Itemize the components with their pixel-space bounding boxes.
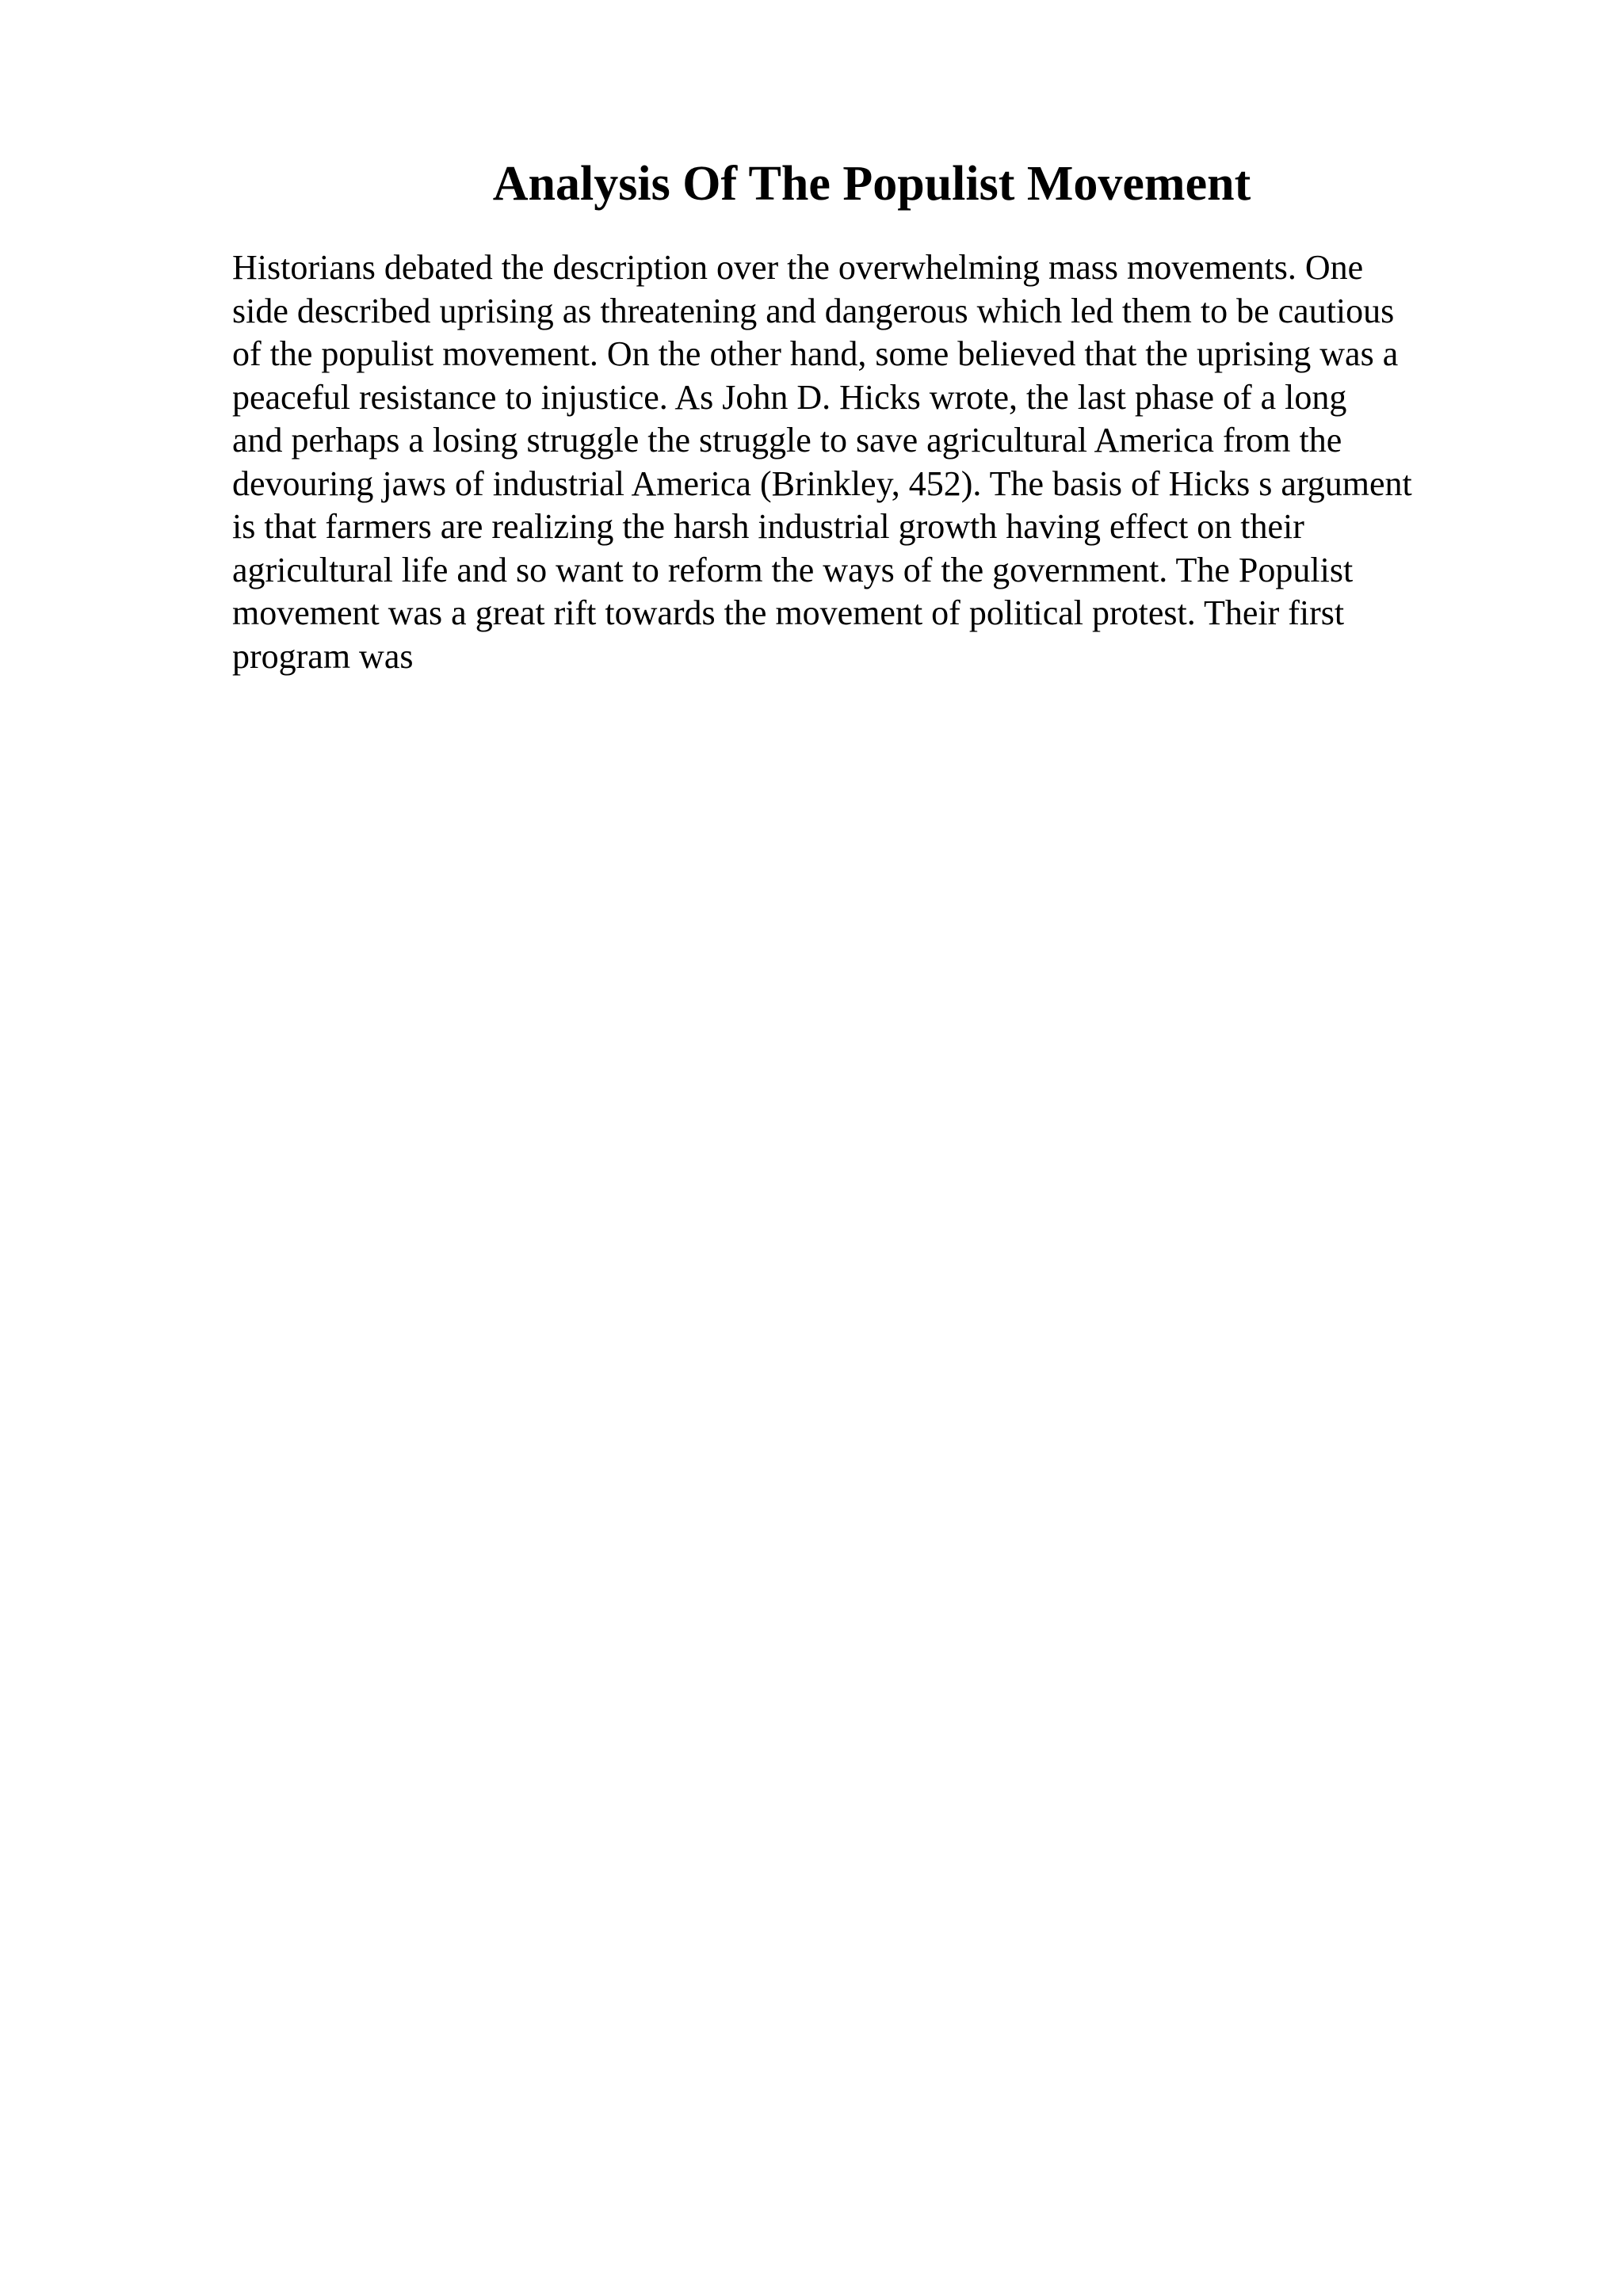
paragraph-line: of the populist movement. On the other hand, some believed that the uprising was a xyxy=(232,334,1399,373)
document-title: Analysis Of The Populist Movement xyxy=(492,157,1251,211)
paragraph-line: movement was a great rift towards the movement of political protest. Their first xyxy=(232,593,1345,632)
paragraph-line: is that farmers are realizing the harsh industrial growth having effect on their xyxy=(232,507,1304,546)
paragraph-line: devouring jaws of industrial America (Brinkley, 452). The basis of Hicks s argument xyxy=(232,463,1412,503)
paragraph-line: agricultural life and so want to reform the ways of the government. The Populist xyxy=(232,550,1354,589)
paragraph-line: Historians debated the description over the overwhelming mass movements. One xyxy=(232,248,1364,287)
paragraph-line: side described uprising as threatening and dangerous which led them to be cautious xyxy=(232,291,1395,330)
paragraph-line: program was xyxy=(232,636,414,676)
paragraph-line: and perhaps a losing struggle the struggle to save agricultural America from the xyxy=(232,421,1342,460)
body-paragraph xyxy=(232,246,1516,678)
paragraph-line: peaceful resistance to injustice. As John D. Hicks wrote, the last phase of a long xyxy=(232,377,1347,417)
